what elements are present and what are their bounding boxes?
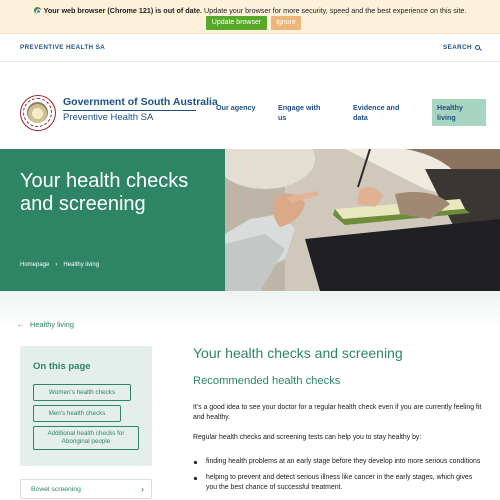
breadcrumb-healthy-living[interactable]: Healthy living <box>63 262 100 268</box>
browser-warning-bold: Your web browser (Chrome 121) is out of date. <box>43 6 203 15</box>
consultation-photo-illustration <box>225 149 500 291</box>
article <box>193 344 483 499</box>
nav-evidence-and-data[interactable]: Evidence and data <box>353 103 400 122</box>
anchor-aboriginal-health-checks[interactable]: Additional health checks for Aboriginal people <box>33 426 139 450</box>
arrow-left-icon: ← <box>17 320 25 329</box>
logo-divider <box>63 110 196 111</box>
benefits-list <box>193 457 483 493</box>
back-link-label: Healthy living <box>30 320 74 329</box>
chrome-icon <box>34 7 41 14</box>
search-label: SEARCH <box>443 44 472 51</box>
agency-name[interactable]: Preventive Health SA <box>63 112 154 123</box>
intro-paragraph: It’s a good idea to see your doctor for a regular health check even if you are currently feeling fit and healthy. <box>193 404 482 421</box>
list-item: finding health problems at an early stage before they develop into more serious conditions <box>193 457 483 467</box>
section-heading: Recommended health checks <box>193 375 341 387</box>
south-australia-crest-logo[interactable] <box>20 95 56 131</box>
hero-banner <box>0 149 500 291</box>
breadcrumb-separator: › <box>55 262 58 268</box>
nav-our-agency[interactable]: Our agency <box>216 103 256 112</box>
hero-panel <box>0 149 225 291</box>
browser-update-banner <box>0 0 500 34</box>
chevron-right-icon: › <box>141 484 144 494</box>
on-this-page-title: On this page <box>33 361 91 372</box>
utility-bar <box>0 34 500 62</box>
site-brand-link[interactable]: PREVENTIVE HEALTH SA <box>20 44 106 51</box>
list-item: helping to prevent and detect serious illness like cancer in the early stages, which gives you the best chance of successful treatment. <box>193 473 483 493</box>
breadcrumb-homepage[interactable]: Homepage <box>20 262 50 268</box>
browser-update-message <box>0 6 500 15</box>
nav-healthy-living[interactable]: Healthy living <box>432 99 486 126</box>
page-title: Your health checks and screening <box>193 345 403 361</box>
benefits-paragraph: Regular health checks and screening tests can help you to stay healthy by: <box>193 434 422 441</box>
crest-emblem <box>27 102 48 123</box>
hero-photo-consultation <box>225 149 500 291</box>
anchor-womens-health-checks[interactable]: Women's health checks <box>33 384 131 401</box>
bowel-screening-link[interactable] <box>20 479 152 499</box>
nav-engage-with-us[interactable]: Engage with us <box>278 103 321 122</box>
search-button[interactable] <box>443 44 480 51</box>
search-icon <box>475 45 480 50</box>
government-name[interactable]: Government of South Australia <box>63 96 218 108</box>
hero-title: Your health checks and screening <box>20 170 189 215</box>
back-to-healthy-living-link[interactable] <box>17 320 74 329</box>
bowel-screening-label: Bowel screening <box>31 486 81 493</box>
on-this-page-box <box>20 346 152 466</box>
update-browser-button[interactable]: Update browser <box>206 16 267 30</box>
site-header <box>0 63 500 149</box>
ignore-button[interactable]: Ignore <box>271 16 301 30</box>
anchor-mens-health-checks[interactable]: Men's health checks <box>33 405 121 422</box>
browser-warning-text: Update your browser for more security, speed and the best experience on this site. <box>202 6 467 15</box>
main-content <box>0 291 500 500</box>
breadcrumb <box>20 262 99 268</box>
